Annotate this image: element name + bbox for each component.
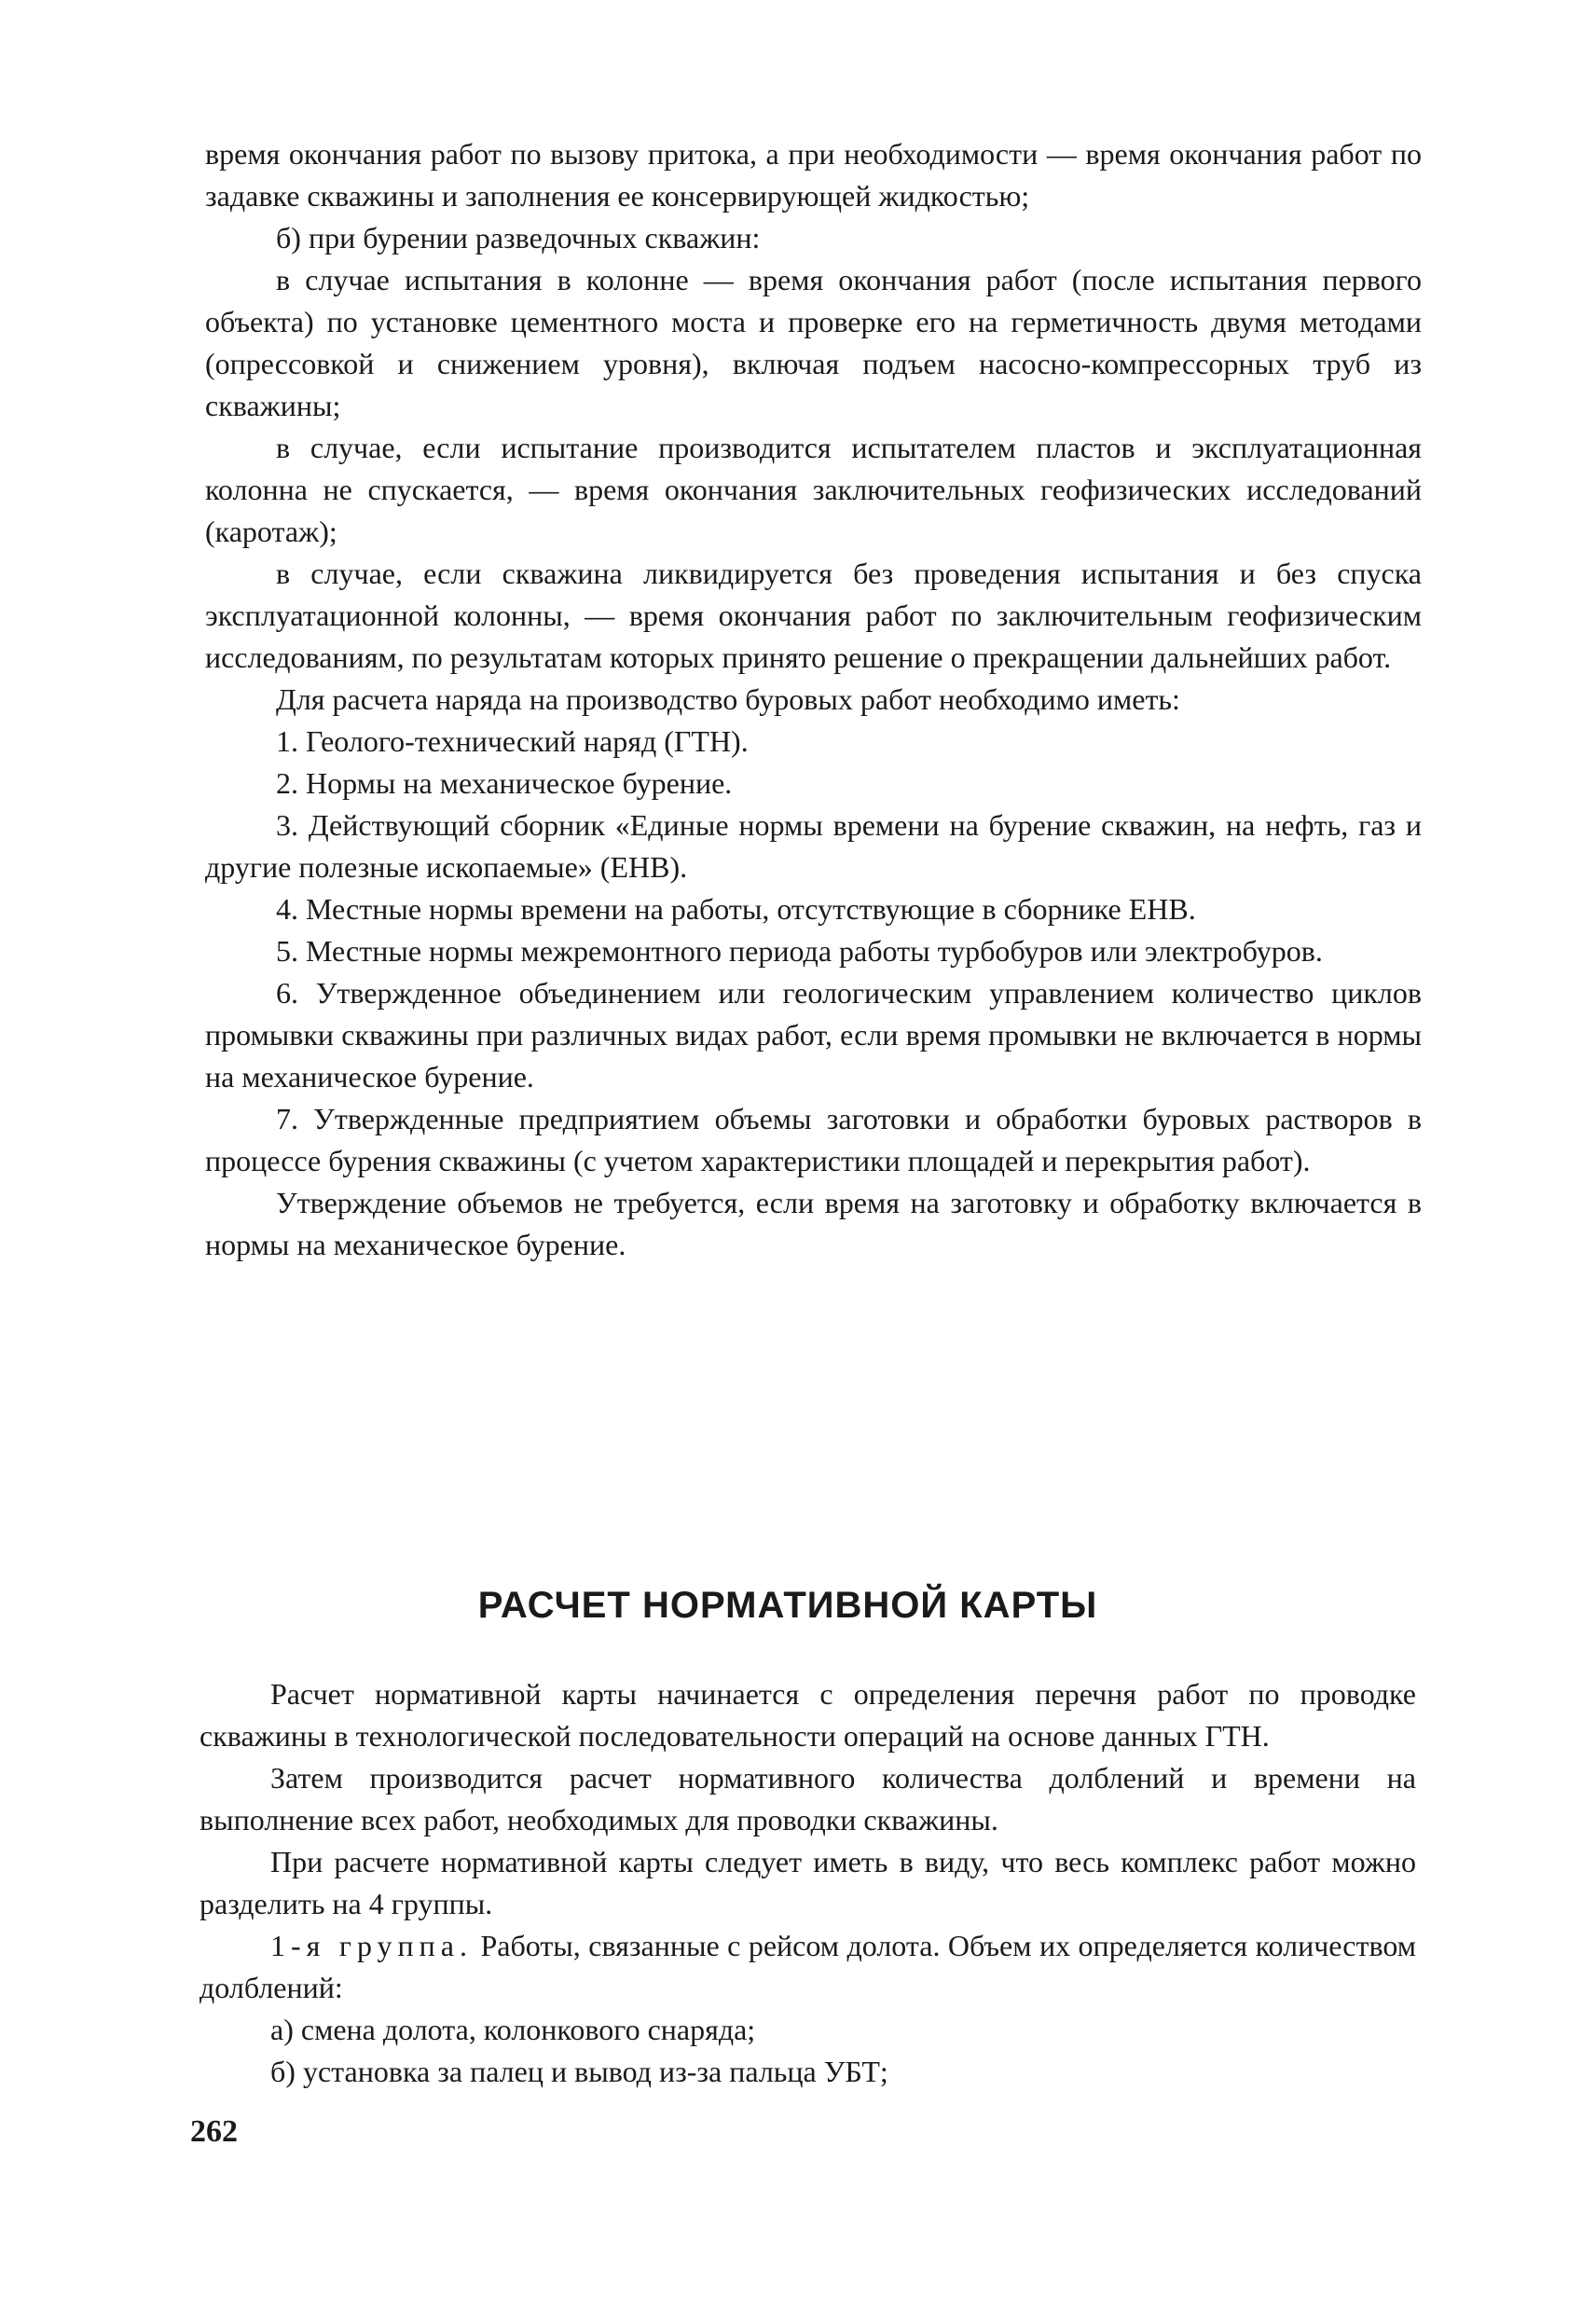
text-section-upper (205, 133, 1422, 1266)
paragraph-calculation-next: Затем производится расчет нормативного количества долблений и времени на выполнение всех работ, необходимых для проводки скважины. (200, 1761, 1416, 1836)
list-item-3: 3. Действующий сборник «Единые нормы времени на бурение скважин, на нефть, газ и другие полезные ископаемые» (ЕНВ). (205, 808, 1422, 884)
paragraph-continuation: время окончания работ по вызову притока, а при необходимости — время окончания работ по задавке скважины и заполнения ее консервирующей жидкостью; (205, 137, 1422, 213)
list-item-4: 4. Местные нормы времени на работы, отсутствующие в сборнике ЕНВ. (276, 892, 1196, 926)
group-1-label: 1-я группа. (270, 1929, 473, 1962)
paragraph-calculation-start: Расчет нормативной карты начинается с определения перечня работ по проводке скважины в технологической последовательности операций на основе данных ГТН. (200, 1677, 1416, 1753)
paragraph-group-1 (200, 1925, 1416, 2009)
paragraph-approval-note: Утверждение объемов не требуется, если время на заготовку и обработку включается в нормы на механическое бурение. (205, 1186, 1422, 1261)
text-section-lower (200, 1673, 1416, 2093)
list-item-2: 2. Нормы на механическое бурение. (276, 766, 733, 800)
page-number: 262 (190, 2114, 238, 2149)
list-item-6: 6. Утвержденное объединением или геологическим управлением количество циклов промывки скважины при различных видах работ, если время промывки не включается в нормы на механическое бурение. (205, 976, 1422, 1094)
paragraph-requirements-intro: Для расчета наряда на производство буровых работ необходимо иметь: (276, 682, 1180, 716)
list-item-5: 5. Местные нормы межремонтного периода работы турбобуров или электробуров. (276, 934, 1323, 968)
paragraph-well-abandonment: в случае, если скважина ликвидируется без проведения испытания и без спуска эксплуатационной колонны, — время окончания работ по заключительным геофизическим исследованиям, по результатам которых принято решение о прекращении дальнейших работ. (205, 557, 1422, 674)
group-1-text: Работы, связанные с рейсом долота. Объем их определяется количеством долблений: (200, 1929, 1417, 2004)
list-item-1: 1. Геолого-технический наряд (ГТН). (276, 724, 749, 758)
paragraph-exploratory-wells: б) при бурении разведочных скважин: (276, 221, 761, 254)
paragraph-casing-test: в случае испытания в колонне — время окончания работ (после испытания первого объекта) по установке цементного моста и проверке его на герметичность двумя методами (опрессовкой и снижением уровня), включая подъем насосно-компрессорных труб из скважины; (205, 263, 1422, 422)
paragraph-formation-tester: в случае, если испытание производится испытателем пластов и эксплуатационная колонна не спускается, — время окончания заключительных геофизических исследований (каротаж); (205, 431, 1422, 548)
section-heading: РАСЧЕТ НОРМАТИВНОЙ КАРТЫ (477, 1585, 1098, 1626)
list-item-7: 7. Утвержденные предприятием объемы заготовки и обработки буровых растворов в процессе бурения скважины (с учетом характеристики площадей и перекрытия работ). (205, 1102, 1422, 1177)
group-item-a: а) смена долота, колонкового снаряда; (270, 2013, 756, 2046)
paragraph-work-groups: При расчете нормативной карты следует иметь в виду, что весь комплекс работ можно разделить на 4 группы. (200, 1845, 1416, 1920)
group-item-b: б) установка за палец и вывод из-за пальца УБТ; (270, 2055, 888, 2088)
